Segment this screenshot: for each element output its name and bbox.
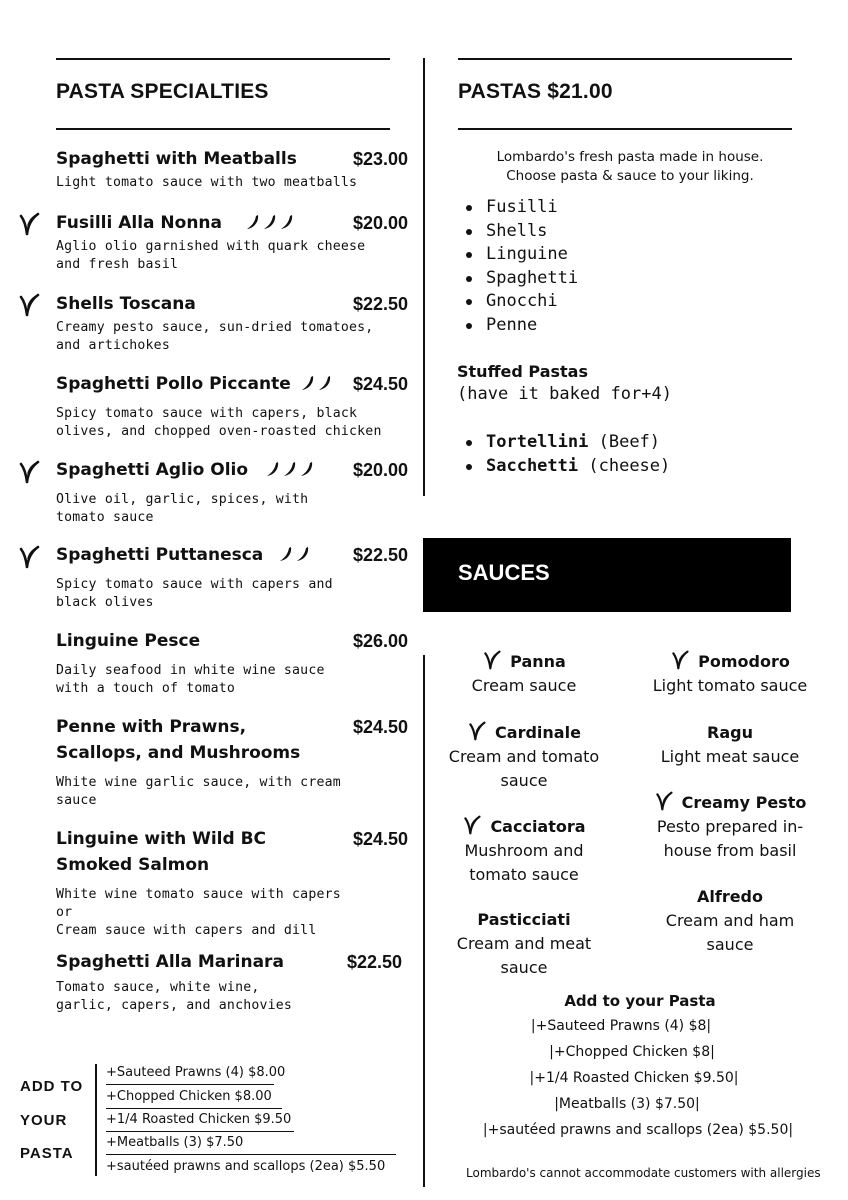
chili-pepper-icon <box>279 213 295 231</box>
item-desc-line: or <box>56 905 73 920</box>
leaf-icon <box>18 212 40 236</box>
item-price: $20.00 <box>352 213 408 233</box>
item-price: $26.00 <box>352 631 408 651</box>
top-rule-left <box>56 58 390 60</box>
menu-item-linguine-pesce <box>56 628 408 698</box>
sauce-panna <box>424 650 624 698</box>
bottom-rule-left <box>56 128 390 130</box>
sauce-alfredo <box>630 885 830 956</box>
item-desc: Spicy tomato sauce with capers and black olives <box>56 577 333 610</box>
stuffed-pastas-note: (have it baked for+4) <box>457 384 672 404</box>
leaf-icon <box>654 791 674 811</box>
stuffed-pasta <box>466 455 670 479</box>
spice-level <box>244 213 295 233</box>
item-desc-line: White wine tomato sauce with capers <box>56 887 341 902</box>
sauce-creamy-pesto <box>630 791 830 862</box>
item-name: Spaghetti Alla Marinara <box>56 952 284 972</box>
sauce-name-text: Panna <box>510 652 566 671</box>
sauce-name <box>424 815 624 839</box>
item-desc-line: Cream sauce with capers and dill <box>56 923 317 938</box>
leaf-icon <box>462 815 482 835</box>
item-price: $22.50 <box>346 952 402 972</box>
item-price: $24.50 <box>352 374 408 394</box>
intro-line: Choose pasta & sauce to your liking. <box>506 168 754 184</box>
sauce-name <box>424 650 624 674</box>
menu-item-fusilli-alla-nonna <box>56 210 408 274</box>
sauce-name-text: Creamy Pesto <box>681 793 807 812</box>
item-price: $22.50 <box>352 545 408 565</box>
add-to-pasta-label-line: YOUR <box>20 1112 68 1129</box>
stuffed-pasta-filling: (cheese) <box>588 455 671 476</box>
addon-underline <box>106 1084 274 1085</box>
sauce-desc-line: Mushroom and <box>464 841 584 860</box>
addon-row: |+Chopped Chicken $8| <box>549 1044 715 1060</box>
sauce-desc: Light meat sauce <box>660 747 800 766</box>
item-price: $22.50 <box>352 294 408 314</box>
stuffed-pastas-list <box>466 431 670 478</box>
addon-underline <box>106 1154 396 1155</box>
sauce-cacciatora <box>424 815 624 886</box>
leaf-icon <box>482 650 502 670</box>
addon-row: |+1/4 Roasted Chicken $9.50| <box>529 1070 739 1086</box>
addon-row: +1/4 Roasted Chicken $9.50 <box>106 1112 292 1127</box>
leaf-icon <box>18 545 40 569</box>
spice-level <box>299 374 333 394</box>
item-desc: Daily seafood in white wine sauce with a touch of tomato <box>56 663 325 696</box>
chili-pepper-icon <box>245 213 261 231</box>
stuffed-pasta-name: Tortellini <box>486 432 589 452</box>
leaf-icon <box>467 721 487 741</box>
addon-row: +sautéed prawns and scallops (2ea) $5.50 <box>106 1159 386 1174</box>
specialties-title: PASTA SPECIALTIES <box>56 80 269 103</box>
item-desc: White wine garlic sauce, with cream sauce <box>56 775 341 808</box>
pastas-title: PASTAS $21.00 <box>458 80 613 103</box>
sauce-desc-line: house from basil <box>663 840 797 860</box>
item-desc: Light tomato sauce with two meatballs <box>56 175 358 190</box>
menu-item-spaghetti-meatballs <box>56 146 408 192</box>
bottom-rule-right <box>458 128 792 130</box>
menu-item-linguine-smoked-salmon <box>56 826 408 940</box>
item-price: $23.00 <box>352 149 408 169</box>
sauce-ragu <box>630 721 830 769</box>
item-name-text: Spaghetti Aglio Olio <box>56 460 249 480</box>
leaf-icon <box>670 650 690 670</box>
sauce-desc-line: Cream and ham <box>665 911 795 930</box>
item-price: $24.50 <box>352 829 408 849</box>
item-price: $20.00 <box>352 460 408 480</box>
stuffed-pastas-title: Stuffed Pastas <box>457 362 588 381</box>
addon-bracket-line <box>95 1064 97 1176</box>
sauce-cardinale <box>424 721 624 792</box>
chili-pepper-icon <box>300 374 316 392</box>
addon-row: |+Sauteed Prawns (4) $8| <box>530 1018 712 1034</box>
chili-pepper-icon <box>295 545 311 563</box>
item-desc <box>56 886 408 940</box>
pasta-types-list <box>466 196 578 338</box>
addon-row: +Meatballs (3) $7.50 <box>106 1135 244 1150</box>
addon-row: |+sautéed prawns and scallops (2ea) $5.50| <box>482 1122 794 1138</box>
sauce-desc: Cream sauce <box>471 676 577 695</box>
item-name: Linguine Pesce <box>56 631 201 651</box>
sauce-desc-line: Cream and meat <box>456 934 592 953</box>
sauces-title: SAUCES <box>458 560 550 585</box>
chili-pepper-icon <box>262 213 278 231</box>
sauce-name <box>630 650 830 674</box>
add-to-pasta-title: Add to your Pasta <box>564 992 716 1010</box>
intro-line: Lombardo's fresh pasta made in house. <box>496 149 764 165</box>
sauce-name-text: Pomodoro <box>698 652 790 671</box>
item-price: $24.50 <box>352 717 408 737</box>
menu-item-spaghetti-pollo-piccante <box>56 371 408 441</box>
chili-pepper-icon <box>317 374 333 392</box>
menu-item-spaghetti-puttanesca <box>56 542 408 612</box>
pasta-type: Spaghetti <box>466 267 578 291</box>
chili-pepper-icon <box>278 545 294 563</box>
sauce-name <box>630 791 830 815</box>
sauce-desc-line: Cream and tomato <box>448 747 600 766</box>
item-name: Shells Toscana <box>56 294 196 314</box>
sauce-name: Pasticciati <box>477 910 571 929</box>
addon-underline <box>106 1108 282 1109</box>
pasta-type: Gnocchi <box>466 290 578 314</box>
spice-level <box>264 460 315 480</box>
pasta-type: Penne <box>466 314 578 338</box>
sauce-name-text: Cacciatora <box>490 817 586 836</box>
stuffed-pasta-name: Sacchetti <box>486 455 579 476</box>
addon-row: +Sauteed Prawns (4) $8.00 <box>106 1065 286 1080</box>
item-desc: Creamy pesto sauce, sun-dried tomatoes, and artichokes <box>56 320 374 353</box>
sauce-desc-line: tomato sauce <box>469 864 579 884</box>
item-desc: Spicy tomato sauce with capers, black olives, and chopped oven-roasted chicken <box>56 406 382 439</box>
sauce-name <box>424 721 624 745</box>
pasta-type: Shells <box>466 220 578 244</box>
item-name-text: Fusilli Alla Nonna <box>56 213 222 233</box>
item-desc: Tomato sauce, white wine, garlic, capers, and anchovies <box>56 980 293 1013</box>
pastas-intro <box>458 148 802 186</box>
leaf-icon <box>18 293 40 317</box>
item-name: Penne with Prawns, Scallops, and Mushrooms <box>56 717 301 763</box>
sauces-banner <box>423 538 791 612</box>
leaf-icon <box>18 460 40 484</box>
allergy-note: Lombardo's cannot accommodate customers with allergies <box>466 1166 821 1180</box>
chili-pepper-icon <box>299 460 315 478</box>
item-name: Linguine with Wild BC Smoked Salmon <box>56 829 267 875</box>
sauce-pasticciati <box>424 908 624 979</box>
add-to-pasta-label-line: PASTA <box>20 1145 74 1162</box>
menu-item-spaghetti-alla-marinara <box>56 949 402 1015</box>
spice-level <box>277 545 311 565</box>
menu-item-spaghetti-aglio-olio <box>56 457 408 527</box>
pasta-type: Fusilli <box>466 196 578 220</box>
sauce-desc-line: sauce <box>500 957 548 977</box>
addon-row: |Meatballs (3) $7.50| <box>554 1096 700 1112</box>
addon-underline <box>106 1131 294 1132</box>
chili-pepper-icon <box>282 460 298 478</box>
sauce-name: Ragu <box>707 723 753 742</box>
item-name: Spaghetti with Meatballs <box>56 149 297 169</box>
sauce-desc-line: sauce <box>500 770 548 790</box>
sauce-name: Alfredo <box>696 887 763 906</box>
sauce-name-text: Cardinale <box>495 723 581 742</box>
stuffed-pasta <box>466 431 670 455</box>
chili-pepper-icon <box>265 460 281 478</box>
item-name-text: Spaghetti Puttanesca <box>56 545 264 565</box>
sauce-pomodoro <box>630 650 830 698</box>
menu-item-shells-toscana <box>56 291 408 355</box>
pasta-type: Linguine <box>466 243 578 267</box>
item-name-text: Spaghetti Pollo Piccante <box>56 374 291 394</box>
add-to-pasta-label-line: ADD TO <box>20 1078 84 1095</box>
sauce-desc-line: sauce <box>706 934 754 954</box>
sauce-desc-line: Pesto prepared in- <box>656 817 804 836</box>
addon-row: +Chopped Chicken $8.00 <box>106 1089 272 1104</box>
stuffed-pasta-filling: (Beef) <box>598 432 661 452</box>
sauce-desc: Light tomato sauce <box>652 676 808 695</box>
top-rule-right <box>458 58 792 60</box>
item-desc: Aglio olio garnished with quark cheese and fresh basil <box>56 239 366 272</box>
item-desc: Olive oil, garlic, spices, with tomato sauce <box>56 492 309 525</box>
menu-item-penne-prawns-scallops <box>56 714 408 810</box>
column-divider-upper <box>423 58 425 496</box>
